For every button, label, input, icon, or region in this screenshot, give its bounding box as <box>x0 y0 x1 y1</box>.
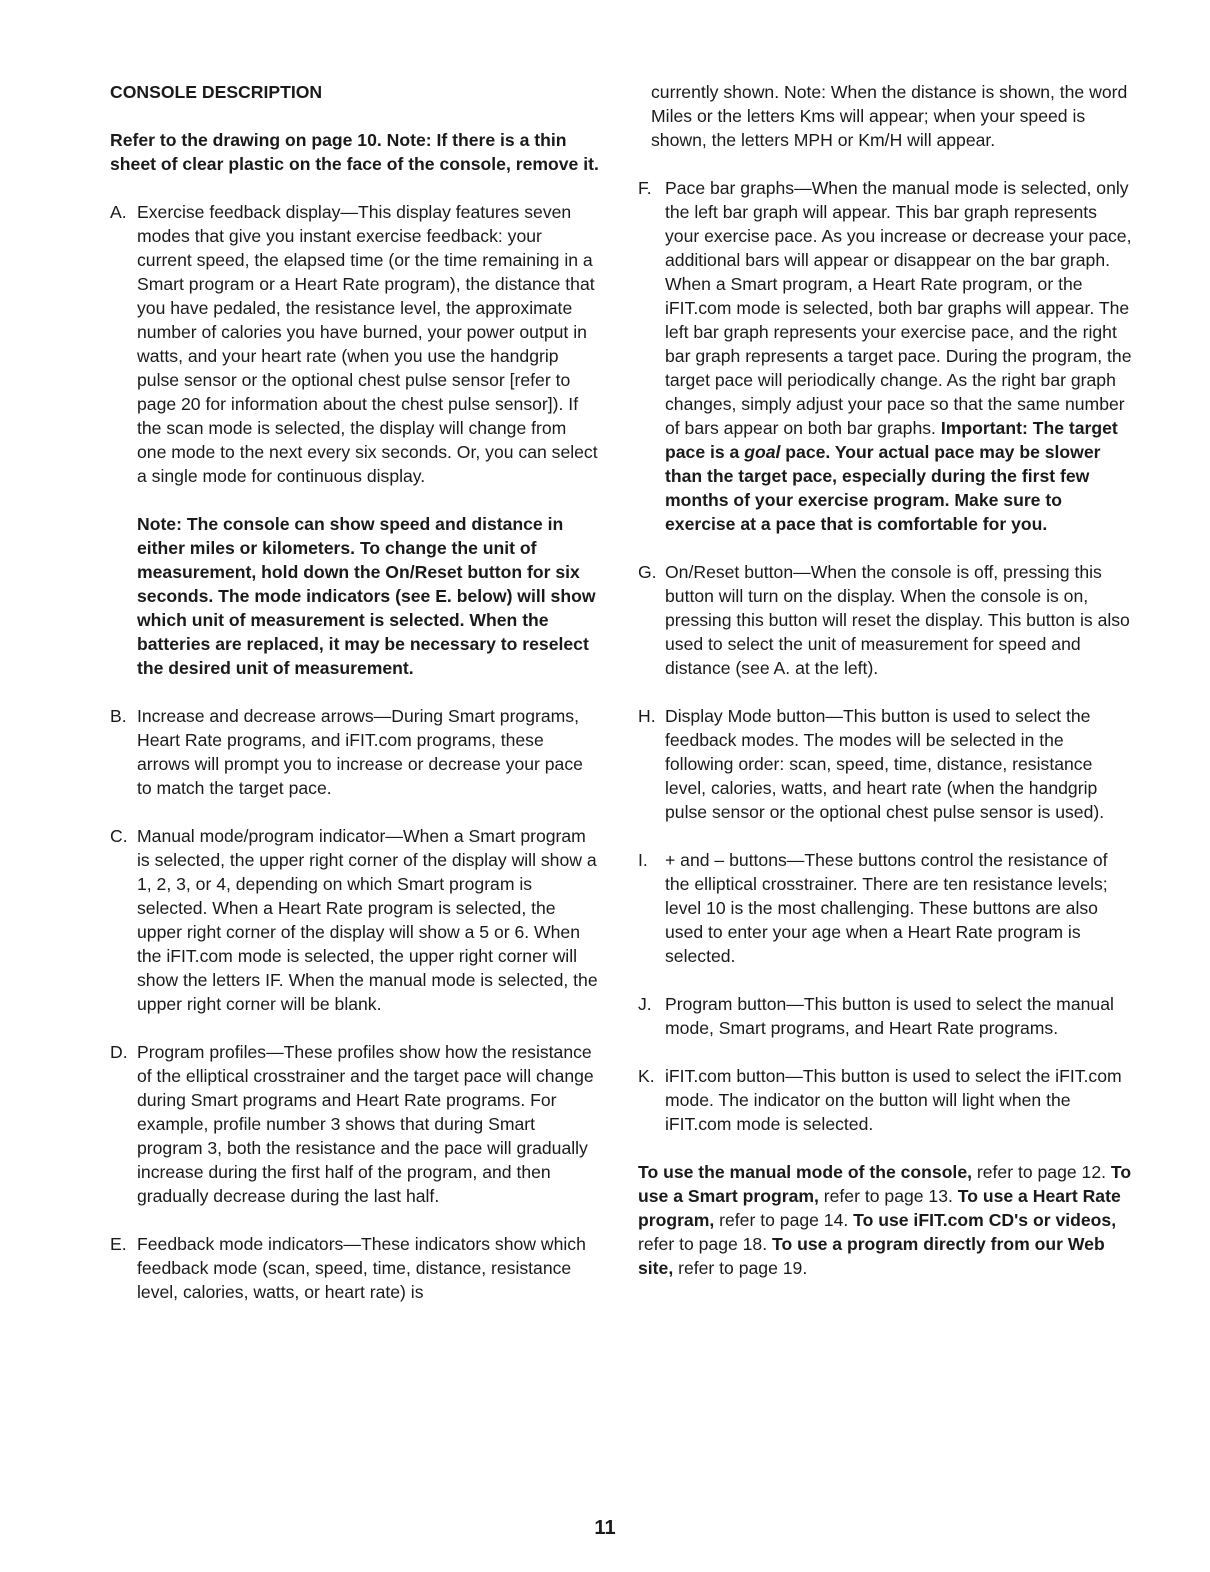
page-references <box>638 1160 1133 1280</box>
units-note: Note: The console can show speed and distance in either miles or kilometers. To change the unit of measurement, hold down the On/Reset button for six seconds. The mode indicators (see E. below) will show which unit of measurement is selected. When the batteries are replaced, it may be necessary to reselect the desired unit of measurement. <box>137 514 596 678</box>
ref-bold: To use iFIT.com CD's or videos, <box>853 1210 1117 1230</box>
right-column <box>638 80 1133 1280</box>
item-text: Program button—This button is used to select the manual mode, Smart programs, and Heart Rate programs. <box>665 994 1114 1038</box>
ref-plain: refer to page 13. <box>818 1186 958 1206</box>
item-c <box>110 824 600 1016</box>
item-text: Exercise feedback display—This display features seven modes that give you instant exercise feedback: your current speed, the elapsed time (or the time remaining in a Smart program or a Heart Rate program), the distance that you have pedaled, the resistance level, the approximate number of calories you have burned, your power output in watts, and your heart rate (when you use the handgrip pulse sensor or the optional chest pulse sensor [refer to page 20 for information about the chest pulse sensor]). If the scan mode is selected, the display will change from one mode to the next every six seconds. Or, you can select a single mode for continuous display. <box>137 202 598 486</box>
item-text: On/Reset button—When the console is off, pressing this button will turn on the display. When the console is on, pressing this button will reset the display. This button is also used to select the unit of measurement for speed and distance (see A. at the left). <box>665 562 1130 678</box>
item-g <box>638 560 1133 680</box>
item-a <box>110 200 600 488</box>
item-e-continuation: currently shown. Note: When the distance is shown, the word Miles or the letters Kms will appear; when your speed is shown, the letters MPH or Km/H will appear. <box>651 82 1128 150</box>
ref-plain: refer to page 12. <box>972 1162 1111 1182</box>
item-h <box>638 704 1133 824</box>
item-text: Program profiles—These profiles show how the resistance of the elliptical crosstrainer and the target pace will change during Smart programs and Heart Rate programs. For example, profile number 3 shows that during Smart program 3, both the resistance and the pace will gradually increase during the first half of the program, and then gradually decrease during the last half. <box>137 1042 594 1206</box>
item-letter: D. <box>110 1042 128 1062</box>
item-f-body: Pace bar graphs—When the manual mode is selected, only the left bar graph will appear. This bar graph represents your exercise pace. As you increase or decrease your pace, additional bars will appear or disappear on the bar graph. When a Smart program, a Heart Rate program, or the iFIT.com mode is selected, both bar graphs will appear. The left bar graph represents your exercise pace, and the right bar graph represents a target pace. During the program, the target pace will periodically change. As the right bar graph changes, simply adjust your pace so that the same number of bars appear on both bar graphs. <box>665 178 1132 438</box>
item-letter: A. <box>110 202 127 222</box>
item-text: Feedback mode indicators—These indicators show which feedback mode (scan, speed, time, distance, resistance level, calories, watts, or heart rate) is <box>137 1234 586 1302</box>
item-e <box>110 1232 600 1304</box>
important-tail: pace. Your actual pace may be slower than the target pace, especially during the first few months of your exercise program. Make sure to exercise at a pace that is comfortable for you. <box>665 442 1101 534</box>
left-column <box>110 80 600 1328</box>
page-number: 11 <box>594 1517 616 1539</box>
item-text: iFIT.com button—This button is used to select the iFIT.com mode. The indicator on the button will light when the iFIT.com mode is selected. <box>665 1066 1122 1134</box>
ref-plain: refer to page 18. <box>638 1234 772 1254</box>
item-d <box>110 1040 600 1208</box>
item-j <box>638 992 1133 1040</box>
item-letter: E. <box>110 1234 127 1254</box>
item-k <box>638 1064 1133 1136</box>
important-lead: Important: The target pace is a <box>665 418 1118 462</box>
item-text <box>665 176 1133 536</box>
important-goal-word: goal <box>744 442 781 462</box>
ref-plain: refer to page 14. <box>714 1210 854 1230</box>
item-text: Manual mode/program indicator—When a Smart program is selected, the upper right corner of the display will show a 1, 2, 3, or 4, depending on which Smart program is selected. When a Heart Rate program is selected, the upper right corner of the display will show a 5 or 6. When the iFIT.com mode is selected, the upper right corner will show the letters IF. When the manual mode is selected, the upper right corner will be blank. <box>137 826 598 1014</box>
ref-bold: To use a program directly from our Web site, <box>638 1234 1105 1278</box>
section-heading: CONSOLE DESCRIPTION <box>110 82 323 102</box>
ref-bold: To use the manual mode of the console, <box>638 1162 972 1182</box>
item-text: Display Mode button—This button is used to select the feedback modes. The modes will be selected in the following order: scan, speed, time, distance, resistance level, calories, watts, and heart rate (when the handgrip pulse sensor or the optional chest pulse sensor is used). <box>665 706 1105 822</box>
item-i <box>638 848 1133 968</box>
item-letter: K. <box>638 1066 655 1086</box>
item-text: + and – buttons—These buttons control the resistance of the elliptical crosstrainer. There are ten resistance levels; level 10 is the most challenging. These buttons are also used to enter your age when a Heart Rate program is selected. <box>665 850 1108 966</box>
item-b <box>110 704 600 800</box>
ref-plain: refer to page 19. <box>673 1258 808 1278</box>
item-letter: C. <box>110 826 128 846</box>
item-letter: J. <box>638 994 652 1014</box>
item-text: Increase and decrease arrows—During Smart programs, Heart Rate programs, and iFIT.com programs, these arrows will prompt you to increase or decrease your pace to match the target pace. <box>137 706 583 798</box>
item-letter: B. <box>110 706 127 726</box>
item-f <box>638 176 1133 536</box>
ref-bold: To use a Smart program, <box>638 1162 1132 1206</box>
intro-note: Refer to the drawing on page 10. Note: If there is a thin sheet of clear plastic on the face of the console, remove it. <box>110 130 599 174</box>
item-letter: G. <box>638 562 657 582</box>
item-letter: F. <box>638 178 652 198</box>
item-letter: I. <box>638 850 648 870</box>
item-letter: H. <box>638 706 656 726</box>
ref-bold: To use a Heart Rate program, <box>638 1186 1121 1230</box>
